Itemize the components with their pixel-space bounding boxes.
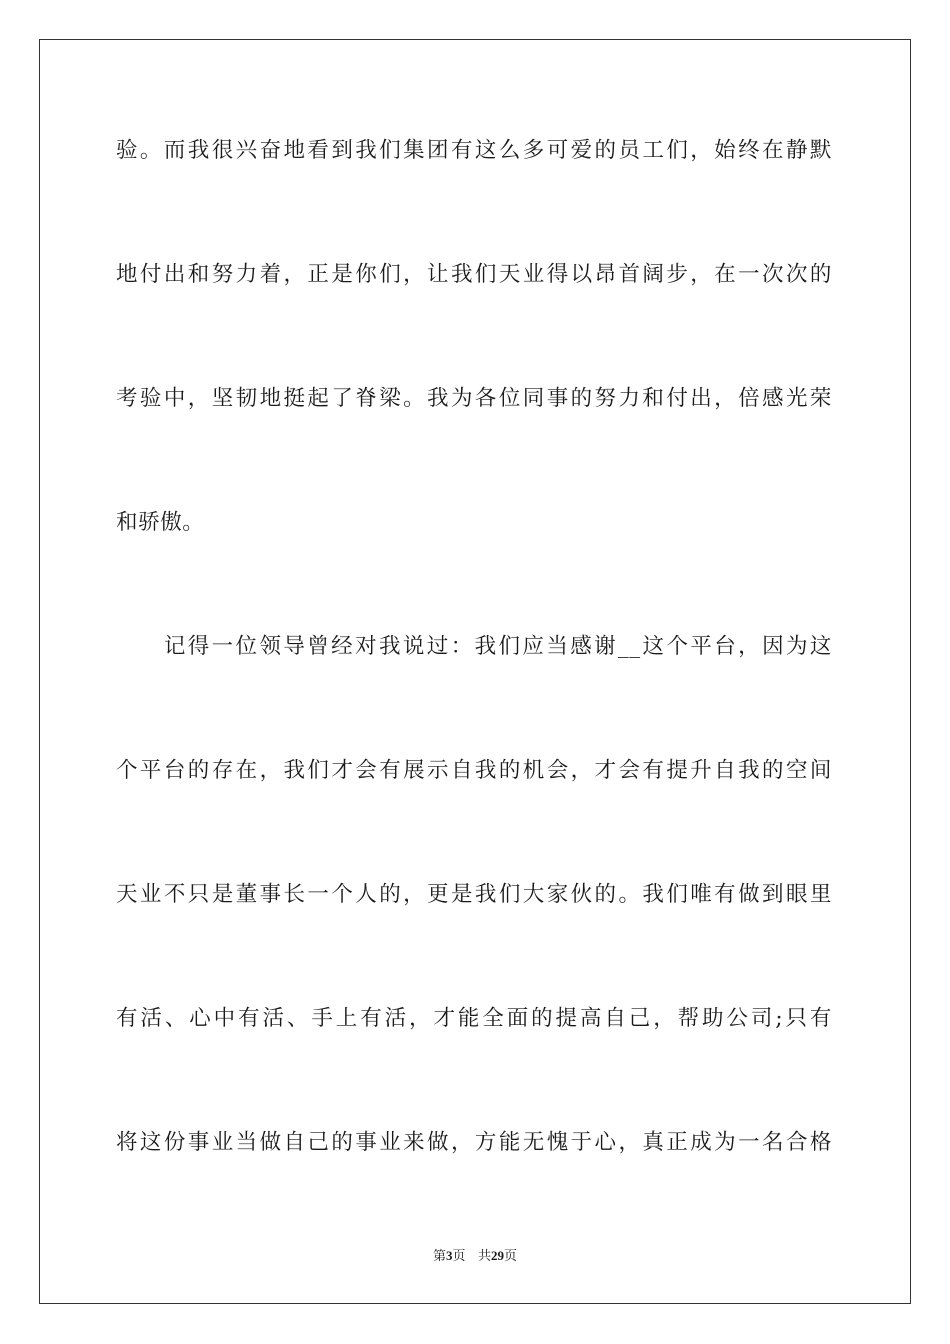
total-pages: 29 bbox=[490, 1248, 504, 1263]
page-border bbox=[39, 39, 911, 1304]
body-text-line-7: 天业不只是董事长一个人的，更是我们大家伙的。我们唯有做到眼里 bbox=[116, 882, 832, 907]
body-text-line-4: 和骄傲。 bbox=[116, 510, 205, 535]
total-suffix: 页 bbox=[503, 1249, 517, 1264]
body-text-line-2: 地付出和努力着，正是你们，让我们天业得以昂首阔步，在一次次的 bbox=[116, 262, 832, 287]
body-text-line-3: 考验中，坚韧地挺起了脊梁。我为各位同事的努力和付出，倍感光荣 bbox=[116, 386, 832, 411]
body-text-line-6: 个平台的存在，我们才会有展示自我的机会，才会有提升自我的空间 bbox=[116, 758, 832, 783]
body-text-line-8: 有活、心中有活、手上有活，才能全面的提高自己，帮助公司;只有 bbox=[116, 1006, 832, 1031]
page-number: 3 bbox=[446, 1248, 453, 1263]
page-prefix: 第 bbox=[433, 1249, 447, 1264]
page-footer bbox=[0, 1247, 950, 1266]
body-text-line-5: 记得一位领导曾经对我说过：我们应当感谢__这个平台，因为这 bbox=[116, 634, 832, 659]
page-suffix: 页 bbox=[452, 1249, 466, 1264]
total-prefix: 共 bbox=[477, 1249, 491, 1264]
body-text-line-9: 将这份事业当做自己的事业来做，方能无愧于心，真正成为一名合格 bbox=[116, 1130, 832, 1155]
body-text-line-1: 验。而我很兴奋地看到我们集团有这么多可爱的员工们，始终在静默 bbox=[116, 138, 832, 163]
